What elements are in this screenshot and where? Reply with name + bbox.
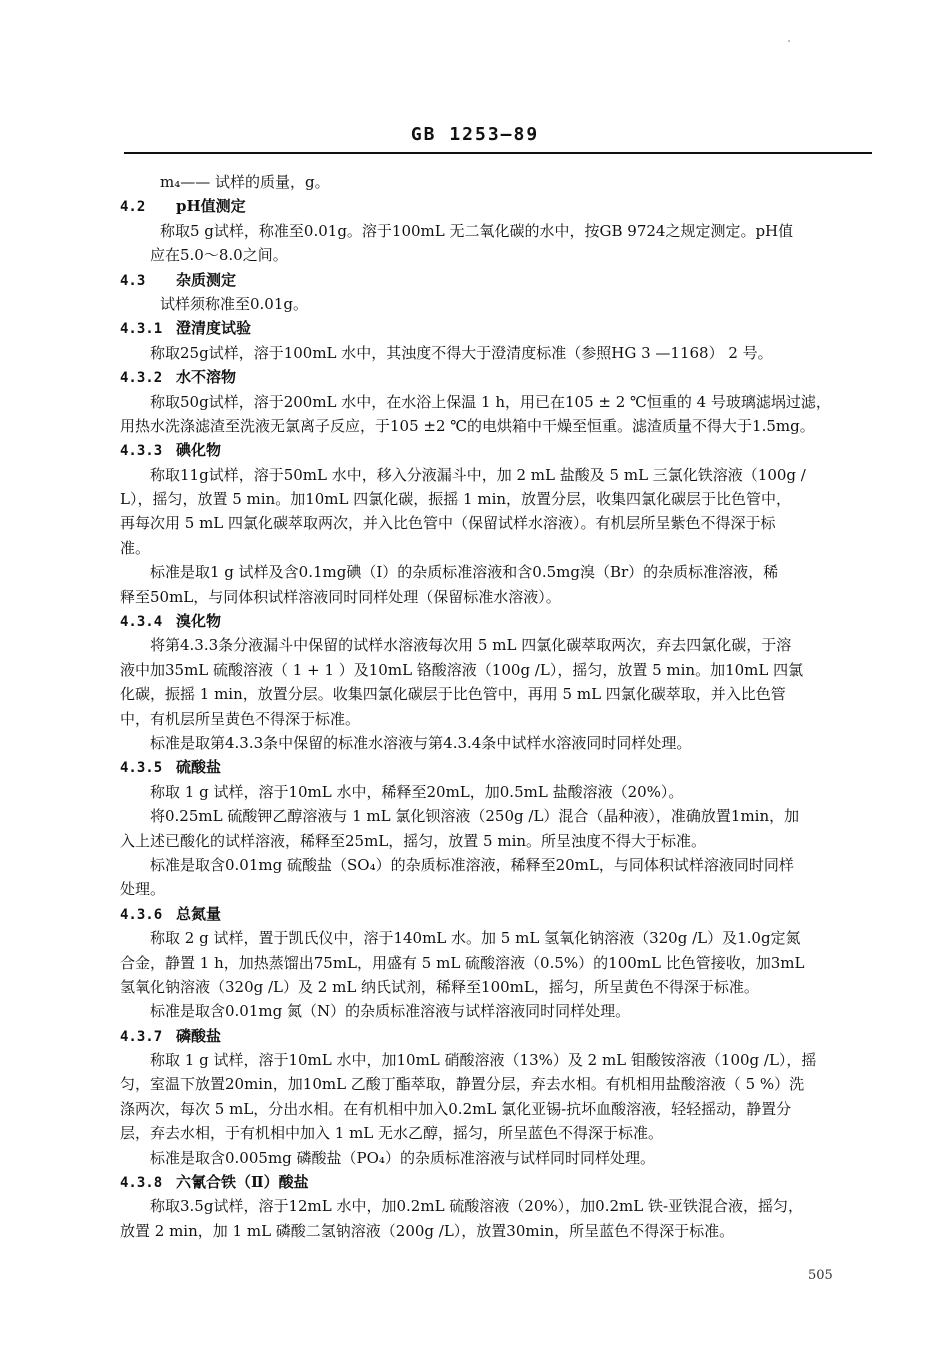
- section-heading-4-2: [120, 194, 872, 218]
- section-title: 水不溶物: [176, 368, 237, 387]
- paragraph-line: 合金，静置 1 h，加热蒸馏出75mL，用盛有 5 mL 硫酸溶液（0.5%）的100mL 比色管接收，加3mL: [120, 953, 805, 972]
- paragraph-line: 释至50mL，与同体积试样溶液同时同样处理（保留标准水溶液）。: [120, 587, 561, 606]
- section-title: 硫酸盐: [176, 758, 222, 777]
- section-title: pH值测定: [176, 197, 246, 216]
- paragraph-line: 将0.25mL 硫酸钾乙醇溶液与 1 mL 氯化钡溶液（250g /L）混合（晶种液），准确放置1min，加: [150, 807, 800, 826]
- section-heading-4-3-4: [120, 609, 872, 633]
- paragraph-line: 标准是取含0.01mg 硫酸盐（SO₄）的杂质标准溶液，稀释至20mL，与同体积试样溶液同时同样: [150, 855, 794, 874]
- section-number: 4.3.4: [120, 614, 163, 631]
- section-number: 4.3.6: [120, 906, 163, 923]
- variable-definition: m₄—— 试样的质量，g。: [160, 173, 330, 191]
- section-heading-4-3-6: [120, 902, 872, 926]
- header-rule: [124, 152, 872, 154]
- section-heading-4-3: [120, 268, 872, 292]
- section-number: 4.3.7: [120, 1028, 163, 1045]
- paragraph-line: 将第4.3.3条分液漏斗中保留的试样水溶液每次用 5 mL 四氯化碳萃取两次，弃去四氯化碳，于溶: [150, 636, 792, 655]
- paragraph-line: 处理。: [120, 880, 166, 899]
- scan-speck: [788, 40, 790, 42]
- paragraph-line: 试样须称准至0.01g。: [160, 294, 309, 313]
- paragraph-line: 称取3.5g试样，溶于12mL 水中，加0.2mL 硫酸溶液（20%），加0.2mL 铁-亚铁混合液，摇匀，: [150, 1197, 804, 1216]
- section-number: 4.3.1: [120, 321, 163, 338]
- paragraph-line: 涤两次，每次 5 mL，分出水相。在有机相中加入0.2mL 氯化亚锡-抗坏血酸溶液，轻轻摇动，静置分: [120, 1099, 792, 1118]
- section-number: 4.3.8: [120, 1175, 163, 1192]
- section-title: 溴化物: [176, 612, 222, 631]
- section-number: 4.3: [120, 272, 146, 289]
- paragraph-line: 称取5 g试样，称准至0.01g。溶于100mL 无二氧化碳的水中，按GB 9724之规定测定。pH值: [160, 221, 794, 240]
- paragraph-line: 中，有机层所呈黄色不得深于标准。: [120, 709, 361, 728]
- paragraph-line: 准。: [120, 538, 151, 557]
- section-heading-4-3-2: [120, 365, 872, 389]
- paragraph-line: 液中加35mL 硫酸溶液（ 1 + 1 ）及10mL 铬酸溶液（100g /L），摇匀，放置 5 min。加10mL 四氯: [120, 660, 804, 679]
- section-number: 4.3.3: [120, 443, 163, 460]
- paragraph-line: 称取 1 g 试样，溶于10mL 水中，加10mL 硝酸溶液（13%）及 2 mL 钼酸铵溶液（100g /L），摇: [150, 1051, 817, 1070]
- section-heading-4-3-7: [120, 1024, 872, 1048]
- paragraph-line: 标准是取第4.3.3条中保留的标准水溶液与第4.3.4条中试样水溶液同时同样处理。: [150, 733, 692, 752]
- paragraph-line: 匀，室温下放置20min，加10mL 乙酸丁酯萃取，静置分层，弃去水相。有机相用盐酸溶液（ 5 %）洗: [120, 1075, 805, 1094]
- paragraph-line: 标准是取含0.01mg 氮（N）的杂质标准溶液与试样溶液同时同样处理。: [150, 1002, 631, 1021]
- paragraph-line: 用热水洗涤滤渣至洗液无氯离子反应，于105 ±2 ℃的电烘箱中干燥至恒重。滤渣质量不得大于1.5mg。: [120, 416, 815, 435]
- paragraph-line: 再每次用 5 mL 四氯化碳萃取两次，并入比色管中（保留试样水溶液）。有机层所呈紫色不得深于标: [120, 514, 776, 533]
- paragraph-line: 称取11g试样，溶于50mL 水中，移入分液漏斗中，加 2 mL 盐酸及 5 mL 三氯化铁溶液（100g /: [150, 465, 806, 484]
- document-body: [120, 170, 872, 1243]
- section-title: 总氮量: [176, 904, 222, 923]
- paragraph-line: 化碳，振摇 1 min，放置分层。收集四氯化碳层于比色管中，再用 5 mL 四氯化碳萃取，并入比色管: [120, 685, 786, 704]
- standard-code-header: GB 1253—89: [410, 124, 540, 145]
- section-number: 4.3.5: [120, 760, 163, 777]
- paragraph-line: 称取50g试样，溶于200mL 水中，在水浴上保温 1 h，用已在105 ± 2 ℃恒重的 4 号玻璃滤埚过滤，: [150, 392, 831, 411]
- section-number: 4.2: [120, 199, 146, 216]
- paragraph-line: 层，弃去水相，于有机相中加入 1 mL 无水乙醇，摇匀，所呈蓝色不得深于标准。: [120, 1124, 664, 1143]
- paragraph-line: 氢氧化钠溶液（320g /L）及 2 mL 纳氏试剂，稀释至100mL，摇匀，所呈黄色不得深于标准。: [120, 977, 759, 996]
- paragraph-line: 标准是取1 g 试样及含0.1mg碘（I）的杂质标准溶液和含0.5mg溴（Br）的杂质标准溶液，稀: [150, 563, 779, 582]
- section-title: 澄清度试验: [176, 319, 252, 338]
- section-title: 六氰合铁（Ⅱ）酸盐: [176, 1173, 309, 1192]
- paragraph-line: L），摇匀，放置 5 min。加10mL 四氯化碳，振摇 1 min，放置分层，收集四氯化碳层于比色管中，: [120, 490, 792, 509]
- paragraph-line: 称取25g试样，溶于100mL 水中，其浊度不得大于澄清度标准（参照HG 3 —1168） 2 号。: [150, 343, 773, 362]
- page-number: 505: [808, 1268, 833, 1283]
- paragraph-line: 入上述已酸化的试样溶液，稀释至25mL，摇匀，放置 5 min。所呈浊度不得大于标准。: [120, 831, 707, 850]
- section-number: 4.3.2: [120, 370, 163, 387]
- paragraph-line: 应在5.0～8.0之间。: [150, 246, 288, 265]
- paragraph-line: 称取 2 g 试样，置于凯氏仪中，溶于140mL 水。加 5 mL 氢氧化钠溶液（320g /L）及1.0g定氮: [150, 929, 801, 948]
- section-title: 磷酸盐: [176, 1026, 222, 1045]
- section-title: 碘化物: [176, 441, 222, 460]
- paragraph-line: 称取 1 g 试样，溶于10mL 水中，稀释至20mL，加0.5mL 盐酸溶液（20%）。: [150, 782, 684, 801]
- paragraph-line: 放置 2 min，加 1 mL 磷酸二氢钠溶液（200g /L），放置30min，所呈蓝色不得深于标准。: [120, 1221, 735, 1240]
- paragraph-line: 标准是取含0.005mg 磷酸盐（PO₄）的杂质标准溶液与试样同时同样处理。: [150, 1148, 655, 1167]
- section-heading-4-3-8: [120, 1170, 872, 1194]
- section-title: 杂质测定: [176, 270, 237, 289]
- section-heading-4-3-5: [120, 755, 872, 779]
- section-heading-4-3-1: [120, 316, 872, 340]
- section-heading-4-3-3: [120, 438, 872, 462]
